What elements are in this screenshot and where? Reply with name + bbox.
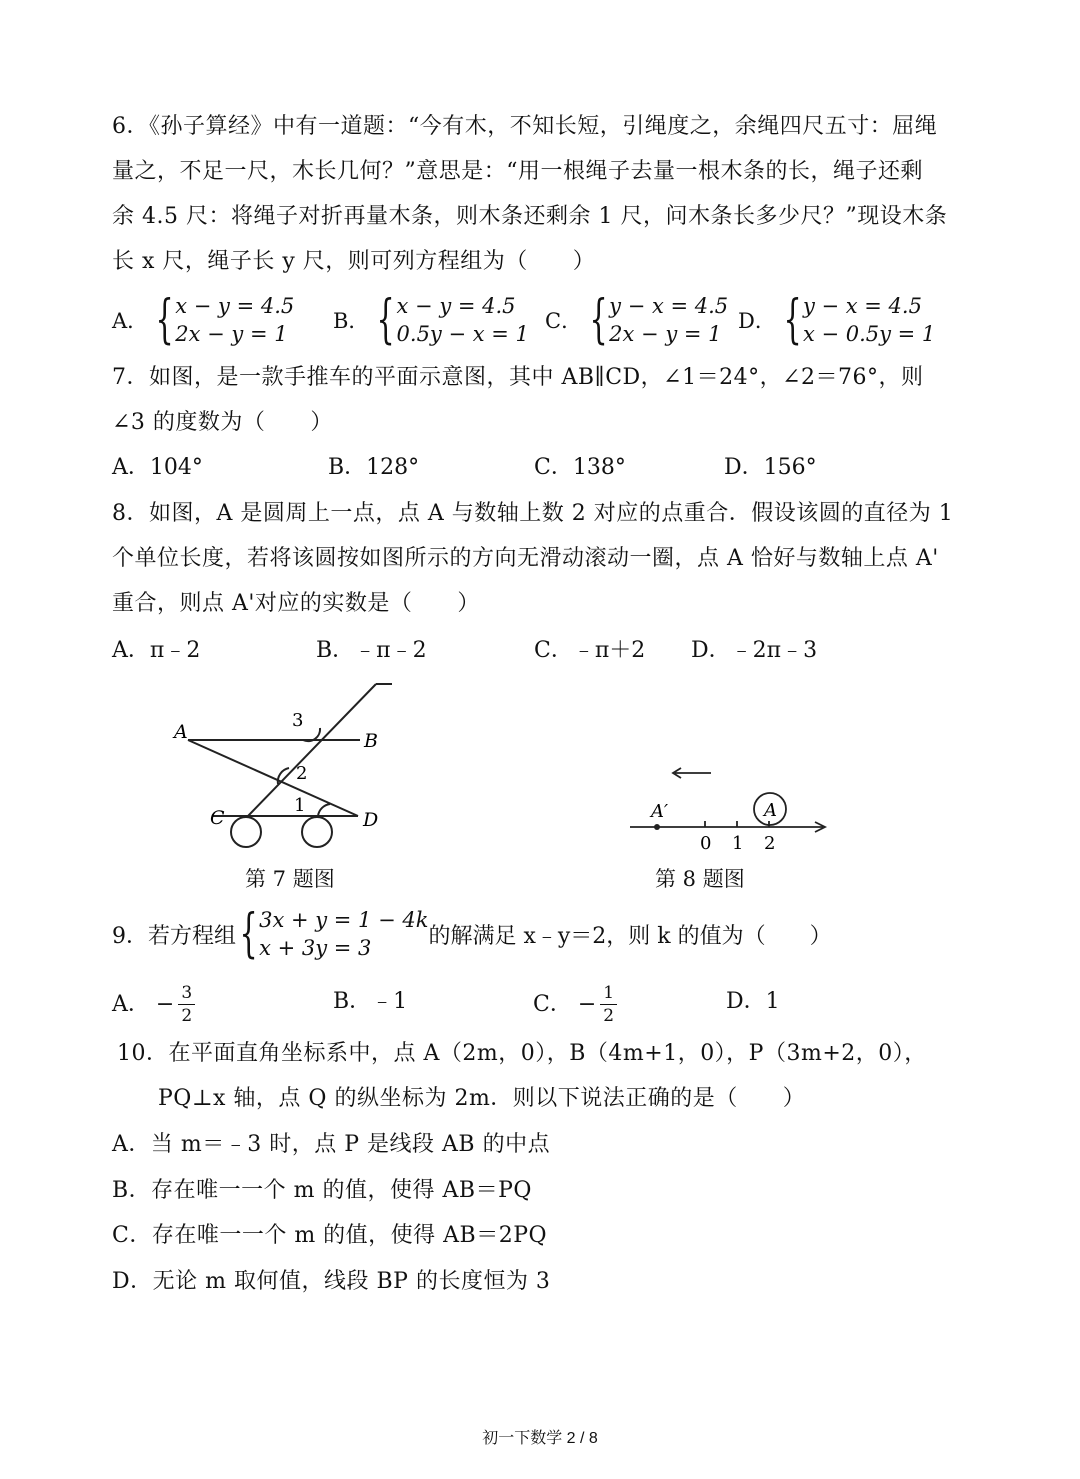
option-label: A． <box>112 309 149 333</box>
tick-label-1: 1 <box>732 833 744 854</box>
figure-7-caption: 第 7 题图 <box>245 867 335 891</box>
q9-prefix: 9．若方程组 <box>112 923 236 949</box>
q7-option-d: D．156° <box>724 455 817 480</box>
fraction <box>600 982 617 1027</box>
brace-symbol: { <box>155 290 174 350</box>
option-label: A． <box>112 991 150 1017</box>
figure-8-caption: 第 8 题图 <box>655 867 745 891</box>
option-label: B． <box>333 309 370 333</box>
q6-option-d <box>738 292 935 348</box>
option-label: B． <box>333 989 372 1014</box>
brace-symbol: { <box>376 290 396 350</box>
numerator: 1 <box>600 982 617 1005</box>
option-value: ﹣1 <box>371 989 408 1014</box>
minus-sign: − <box>577 991 597 1017</box>
equation-1: 3x + y = 1 − 4k <box>259 908 429 932</box>
q9-option-b <box>333 987 407 1017</box>
minus-sign: − <box>155 991 175 1017</box>
brace-symbol: { <box>239 904 258 964</box>
q10-option-c: C．存在唯一一个 m 的值，使得 AB＝2PQ <box>112 1223 548 1248</box>
brace-symbol: { <box>783 290 802 350</box>
label-a-prime: A′ <box>651 801 669 822</box>
line-ad <box>188 740 358 816</box>
wheel-right <box>302 817 332 847</box>
q6-option-a <box>112 292 294 348</box>
page-footer: 初一下数学 2 / 8 <box>482 1430 598 1447</box>
equation-1: x − y = 4.5 <box>396 294 516 318</box>
q8-line-3: 重合，则点 A'对应的实数是（ ） <box>112 591 480 616</box>
q9-option-c <box>533 982 617 1027</box>
q6-line-2: 量之，不足一尺，木长几何？”意思是：“用一根绳子去量一根木条的长，绳子还剩 <box>112 159 923 184</box>
equation-1: y − x = 4.5 <box>802 294 922 318</box>
tick-label-2: 2 <box>764 833 776 854</box>
q10-option-d: D．无论 m 取何值，线段 BP 的长度恒为 3 <box>112 1269 551 1294</box>
angle-2-label: 2 <box>296 763 308 784</box>
angle-1-label: 1 <box>294 795 306 816</box>
q9-stem <box>112 906 832 962</box>
q6-option-b <box>333 292 529 348</box>
q10-line-2: PQ⊥x 轴，点 Q 的纵坐标为 2m．则以下说法正确的是（ ） <box>158 1086 806 1111</box>
option-value: 1 <box>765 989 780 1014</box>
numerator: 3 <box>178 982 195 1005</box>
q6-option-c <box>545 292 728 348</box>
q7-option-a: A．104° <box>112 455 203 480</box>
equation-2: 0.5y − x = 1 <box>396 322 529 346</box>
label-a: A <box>764 800 777 821</box>
label-b: B <box>364 730 378 752</box>
wheel-left <box>231 817 261 847</box>
option-label: C． <box>545 309 583 333</box>
label-d: D <box>363 809 379 831</box>
equation-2: x − 0.5y = 1 <box>802 322 936 346</box>
tick-label-0: 0 <box>700 833 712 854</box>
angle-3-label: 3 <box>292 710 304 731</box>
q7-line-2: ∠3 的度数为（ ） <box>112 410 333 435</box>
q7-option-c: C．138° <box>534 455 626 480</box>
q9-suffix: 的解满足 x﹣y＝2，则 k 的值为（ ） <box>428 923 832 949</box>
figure-8-number-line <box>625 760 835 855</box>
q6-line-3: 余 4.5 尺：将绳子对折再量木条，则木条还剩余 1 尺，问木条长多少尺？”现设木条 <box>112 204 948 229</box>
q8-line-2: 个单位长度，若将该圆按如图所示的方向无滑动滚动一圈，点 A 恰好与数轴上点 A' <box>112 546 939 571</box>
equation-2: 2x − y = 1 <box>175 322 288 346</box>
q10-option-b: B．存在唯一一个 m 的值，使得 AB＝PQ <box>112 1178 532 1203</box>
fraction <box>178 982 195 1027</box>
equation-2: x + 3y = 3 <box>259 936 372 960</box>
q7-line-1: 7．如图，是一款手推车的平面示意图，其中 AB∥CD，∠1＝24°，∠2＝76°，则 <box>112 365 924 390</box>
denominator: 2 <box>603 1006 615 1026</box>
q8-option-b: B．﹣π﹣2 <box>316 638 427 663</box>
point-a-prime <box>654 824 660 830</box>
label-c: C <box>210 807 225 829</box>
q6-line-1: 6．《孙子算经》中有一道题：“今有木，不知长短，引绳度之，余绳四尺五寸：屈绳 <box>112 114 938 139</box>
q9-option-a <box>112 982 195 1027</box>
q7-option-b: B．128° <box>328 455 420 480</box>
denominator: 2 <box>181 1006 193 1026</box>
figure-7-stroller <box>160 672 400 857</box>
option-label: D． <box>726 989 766 1014</box>
q8-option-a: A．π﹣2 <box>112 638 201 663</box>
q8-option-d: D．﹣2π﹣3 <box>691 638 818 663</box>
angle-1-arc <box>318 804 330 816</box>
label-a: A <box>174 721 188 743</box>
q10-option-a: A．当 m＝﹣3 时，点 P 是线段 AB 的中点 <box>112 1132 551 1157</box>
q6-line-4: 长 x 尺，绳子长 y 尺，则可列方程组为（ ） <box>112 249 596 274</box>
q8-option-c: C．﹣π＋2 <box>534 638 646 663</box>
equation-1: y − x = 4.5 <box>609 294 729 318</box>
equation-1: x − y = 4.5 <box>175 294 295 318</box>
brace-symbol: { <box>589 290 608 350</box>
q8-line-1: 8．如图，A 是圆周上一点，点 A 与数轴上数 2 对应的点重合．假设该圆的直径为 1 <box>112 501 954 526</box>
option-label: C． <box>533 991 572 1017</box>
option-label: D． <box>738 309 776 333</box>
q10-line-1: 10．在平面直角坐标系中，点 A（2m，0），B（4m+1，0），P（3m+2，0）， <box>117 1041 927 1066</box>
q9-option-d <box>726 987 780 1017</box>
equation-2: 2x − y = 1 <box>609 322 722 346</box>
